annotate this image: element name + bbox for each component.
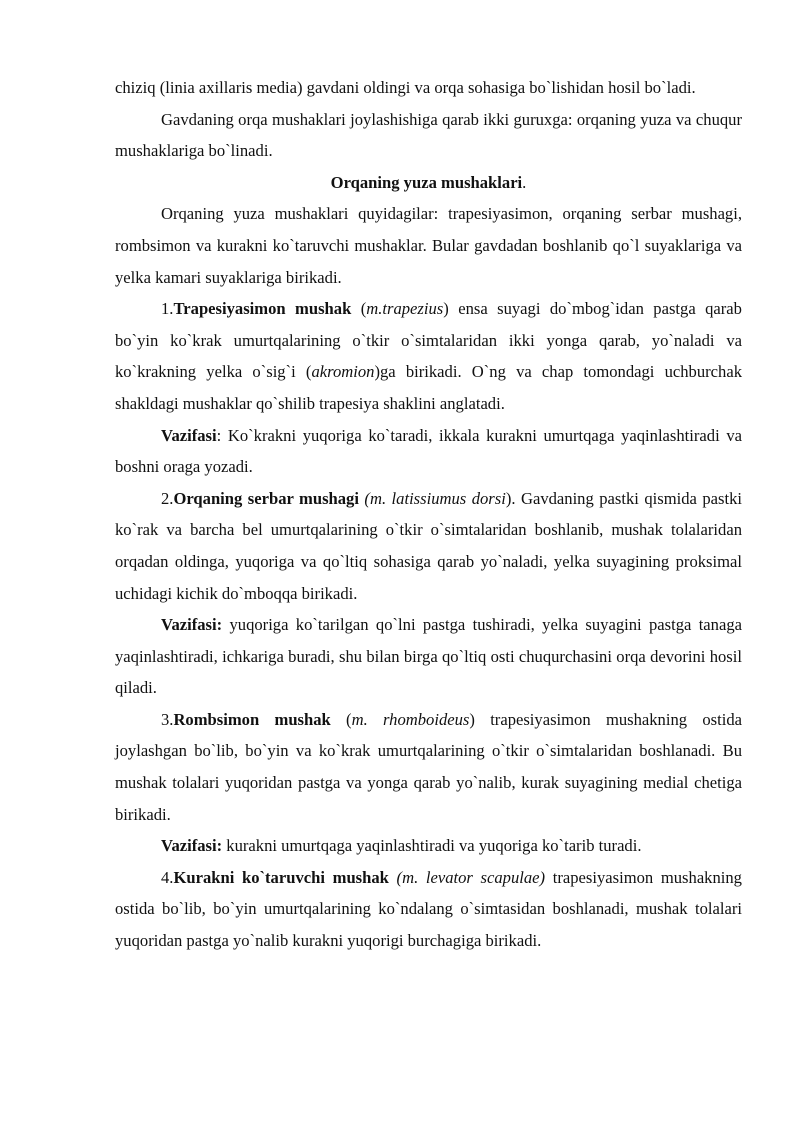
paragraph-superficial-muscles-list: Orqaning yuza mushaklari quyidagilar: trapesiyasimon, orqaning serbar mushagi, rombsimon va kurakni ko`taruvchi mushaklar. Bular gavdadan boshlanib qo`l suyaklariga va yelka kamari suyaklariga birikadi.: [115, 204, 742, 287]
muscle-name: Orqaning serbar mushagi: [173, 488, 359, 508]
paragraph-levator-scapulae: [115, 862, 742, 957]
paragraph-trapezius: [115, 293, 742, 419]
paragraph-rhomboid-function: [115, 830, 742, 862]
muscle-description: ). Gavdaning pastki qismida pastki ko`rak va barcha bel umurtqalarining o`tkir o`simtalaridan boshlanib, mushak tolalaridan orqadan oldinga, yuqoriga va qo`ltiq sohasiga qarab yo`naladi, yelka suyagining proksimal uchidagi kichik do`mboqqa birikadi.: [115, 488, 742, 603]
latin-name: (m. levator scapulae): [388, 867, 546, 887]
item-number: 1.: [161, 299, 174, 319]
document-page: [115, 72, 742, 957]
paragraph-back-muscle-groups: Gavdaning orqa mushaklari joylashishiga qarab ikki guruxga: orqaning yuza va chuqur mushaklariga bo`linadi.: [115, 109, 742, 161]
function-label: Vazifasi:: [161, 836, 223, 856]
muscle-description-end: )ga birikadi. O`ng va chap tomondagi uchburchak shakldagi mushaklar qo`shilib trapesiya shaklini anglatadi.: [115, 362, 742, 413]
muscle-description: trapesiyasimon mushakning ostida bo`lib, bo`yin umurtqalarining ko`ndalang o`simtasidan boshlanadi, mushak tolalari yuqoridan pastga yo`nalib kurakni yuqorigi burchagiga birikadi.: [115, 867, 742, 951]
muscle-description: ) trapesiyasimon mushakning ostida joylashgan bo`lib, bo`yin va ko`krak umurtqalarining o`tkir o`simtalaridan boshlanadi. Bu mushak tolalari yuqoridan pastga va yonga qarab yo`nalib, kurak suyagining medial chetiga birikadi.: [115, 709, 742, 824]
latin-name: (m. latissiumus dorsi: [358, 488, 506, 508]
function-label: Vazifasi: [161, 425, 217, 445]
paragraph-trapezius-function: [115, 420, 742, 483]
paragraph-rhomboid: [115, 704, 742, 830]
section-heading-text: Orqaning yuza mushaklari: [330, 172, 523, 192]
paren-open: (: [351, 299, 367, 319]
muscle-name: Kurakni ko`taruvchi mushak: [173, 867, 389, 887]
item-number: 4.: [161, 867, 174, 887]
function-label: Vazifasi:: [161, 615, 223, 635]
function-text: kurakni umurtqaga yaqinlashtiradi va yuqoriga ko`tarib turadi.: [222, 836, 642, 856]
paragraph-intro-continuation: chiziq (linia axillaris media) gavdani oldingi va orqa sohasiga bo`lishidan hosil bo`ladi.: [115, 78, 696, 97]
paren-open: (: [330, 709, 352, 729]
item-number: 3.: [161, 709, 174, 729]
latin-term-akromion: akromion: [311, 362, 375, 382]
paragraph-latissimus-function: [115, 609, 742, 704]
section-heading-period: .: [522, 172, 527, 192]
function-text: yuqoriga ko`tarilgan qo`lni pastga tushiradi, yelka suyagini pastga tanaga yaqinlashtiradi, ichkariga buradi, shu bilan birga qo`ltiq osti chuqurchasini orqa devorini hosil qiladi.: [115, 615, 742, 698]
muscle-description: ) ensa suyagi do`mbog`idan pastga qarab bo`yin ko`krak umurtqalarining o`tkir o`simtalaridan ikki yonga qarab, yo`naladi va ko`krakning yelka o`sig`i (: [115, 299, 742, 382]
function-text: : Ko`krakni yuqoriga ko`taradi, ikkala kurakni umurtqaga yaqinlashtiradi va boshni oraga yozadi.: [115, 425, 742, 477]
latin-name: m. rhomboideus: [351, 709, 470, 729]
latin-name: m.trapezius: [366, 299, 444, 319]
section-heading: [115, 167, 742, 199]
paragraph-latissimus: [115, 483, 742, 609]
muscle-name: Trapesiyasimon mushak: [173, 299, 352, 319]
muscle-name: Rombsimon mushak: [173, 709, 331, 729]
item-number: 2.: [161, 488, 174, 508]
